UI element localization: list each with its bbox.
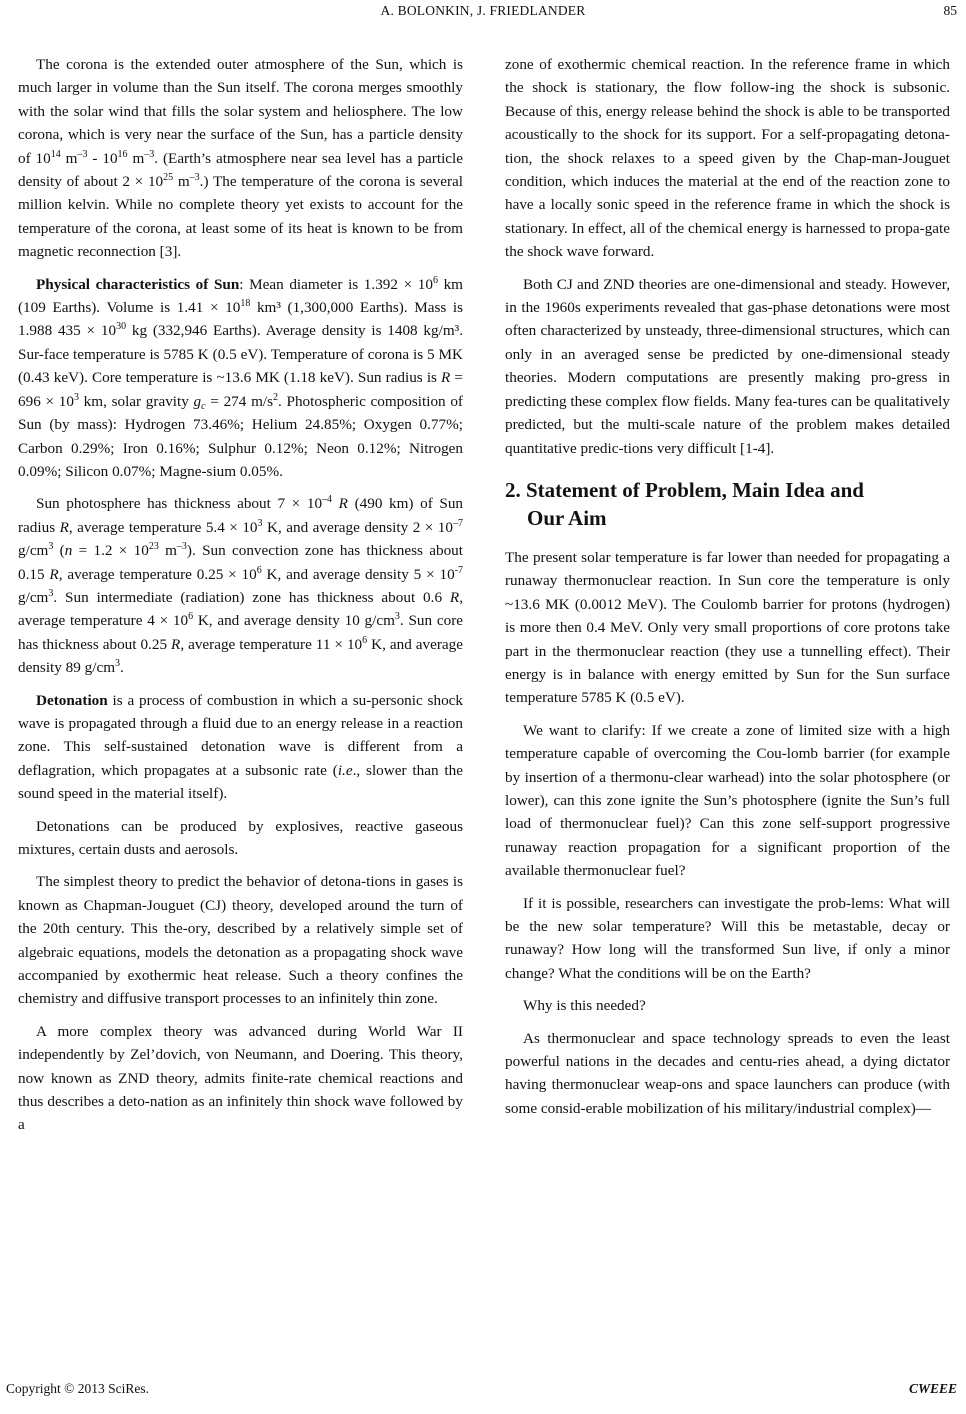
paragraph-cj-theory: The simplest theory to predict the behavior of detona-tions in gases is known as Chapman-Jouguet (CJ) theory, developed around the turn of the 20th century. This the-ory, described by a relatively simple set of algebraic equations, models the detonation as a propagating shock wave accompanied by exothermic heat release. Such a theory confines the chemistry and diffusive transport processes to an infinitely thin zone. [18,873,463,1008]
sup: 30 [116,321,127,333]
text: g/cm [18,588,49,606]
text: kg (332,946 Earths). Average density is 1408 kg/m³. Sur-face temperature is 5785 K (0.5 eV). Temperature of corona is 5 MK (0.43 keV). Core temperature is ~13.6 MK (1.18 keV). Sun radius is [18,322,463,387]
text: = 1.2 × 10 [72,542,149,560]
sub: c [201,400,206,412]
italic: R [449,588,460,606]
paragraph-problems: If it is possible, researchers can investigate the prob-lems: What will be the new solar temperature? Will this be metastable, decay or runaway? How long will the transformed Sun live, if only a minor change? What the conditions will be on the Earth? [505,894,950,982]
sup: -7 [454,564,464,576]
text: K, and average density 2 × 10 [262,518,453,536]
italic: R [171,635,181,653]
text: . Photospheric composition of Sun (by mass): Hydrogen 73.46%; Helium 24.85%; Oxygen 0.77%; Carbon 0.29%; Iron 0.16%; Sulphur 0.12%; Neon 0.12%; Nitrogen 0.09%; Silicon 0.07%; Magne-sium 0.05%. [18,392,463,480]
sup: –3 [144,148,155,160]
sup: 2 [273,391,279,403]
header-authors: A. BOLONKIN, J. FRIEDLANDER [380,3,586,18]
italic: i.e [337,761,353,779]
sup: –4 [322,494,333,506]
sup: 25 [163,172,174,184]
right-column [505,53,950,1129]
sup: 3 [48,541,54,553]
text: ., slower than the sound speed in the material itself). [18,761,463,803]
text [332,495,339,512]
sup: 3 [115,658,121,670]
running-header [0,3,966,23]
text: . Sun intermediate (radiation) zone has thickness about 0.6 [53,588,450,606]
paragraph-clarify: We want to clarify: If we create a zone of limited size with a high temperature capable of overcoming the Cou-lomb barrier (for example by insertion of a thermonu-clear warhead) into the solar photosphere (or lower), can this zone ignite the Sun’s photosphere (ignite the Sun’s full load of thermonuclear fuel)? Can this zone self-support progressive runaway reaction propagation for a significant proportion of the available thermonuclear fuel? [505,721,950,880]
sup: 3 [257,517,263,529]
section-heading-line1: 2. Statement of Problem, Main Idea and [505,477,864,502]
run-in-heading: Physical characteristics of Sun [36,275,240,293]
run-in-heading: Detonation [36,691,108,709]
paragraph-znd-theory: A more complex theory was advanced during World War II independently by Zel’dovich, von Neumann, and Doering. This theory, now known as ZND theory, admits finite-rate chemical reactions and thus describes a deto-nation as an infinitely thin shock wave followed by a [18,1022,463,1134]
text: , average temperature 5.4 × 10 [68,518,258,536]
sup: 6 [432,274,438,286]
copyright: Copyright © 2013 SciRes. [6,1381,150,1396]
sup: 6 [188,611,194,623]
text: m [158,542,177,560]
italic: n [64,542,73,560]
text: is a process of combustion in which a su-personic shock wave is propagated through a fluid due to an energy release in a reaction zone. This self-sustained detonation wave is different from a deflagration, which propagates at a subsonic rate ( [18,691,463,779]
sup: 23 [148,541,159,553]
text: m [173,173,190,191]
text: .) The temperature of the corona is several million kelvin. While no complete theory yet exists to account for the temperature of the corona, at least some of its heat is known to be from magnetic reconnection [3]. [18,173,463,261]
left-column [18,53,463,1146]
sup: 3 [73,391,79,403]
text: = 274 m/s [205,392,274,410]
text: The corona is the extended outer atmosphere of the Sun, which is much larger in volume than the Sun itself. The corona merges smoothly with the solar wind that fills the solar system and heliosphere. The low corona, which is very near the surface of the Sun, has a particle density of 10 [18,56,463,167]
section-heading [505,476,950,532]
paragraph-corona [18,53,463,264]
sup: 14 [50,148,61,160]
text: ( [53,542,65,560]
text: : Mean diameter is 1.392 × 10 [239,275,433,293]
sup: –3 [176,541,187,553]
text: = 696 × 10 [18,369,463,410]
text: g/cm [18,542,49,560]
sup: 6 [362,634,368,646]
paragraph-detonation [18,689,463,806]
sup: 3 [48,587,54,599]
text: . Sun core has thickness about 0.25 [18,612,463,653]
paragraph-physical-characteristics [18,273,463,484]
paragraph-detonation-sources: Detonations can be produced by explosives, reactive gaseous mixtures, certain dusts and aerosols. [18,817,463,858]
text: . (Earth’s atmosphere near sea level has a particle density of about 2 × 10 [18,149,463,191]
text: km (109 Earths). Volume is 1.41 × 10 [18,275,463,317]
text: ). Sun convection zone has thickness about 0.15 [18,542,463,583]
text: km, solar gravity [78,392,194,410]
paragraph-why: Why is this needed? [523,997,646,1015]
text: km³ (1,300,000 Earths). Mass is 1.988 435 × 10 [18,299,463,340]
italic: g [193,392,202,410]
sup: 6 [256,564,262,576]
italic: R [49,565,59,583]
text: , average temperature 0.25 × 10 [58,565,257,583]
text: m [60,149,78,167]
sup: –3 [77,148,88,160]
journal-abbrev: CWEEE [908,1381,957,1396]
text: K, and average density 10 g/cm [193,612,395,630]
italic: R [338,495,348,513]
text: , average temperature 4 × 10 [18,588,463,630]
section-heading-line2: Our Aim [527,505,607,530]
text: (490 km) of Sun radius [18,495,464,536]
sup: 18 [240,298,251,310]
paragraph-technology: As thermonuclear and space technology spreads to even the least powerful nations in the decades and centu-ries ahead, a dying dictator having thermonuclear weap-ons and space launchers can produce (with some consid-erable mobilization of his military/industrial complex)— [505,1029,950,1117]
sup: 3 [394,611,400,623]
sup: 16 [117,148,128,160]
sup: –7 [453,517,463,529]
text: , average temperature 11 × 10 [180,635,363,653]
sup: –3 [189,172,200,184]
paragraph-photosphere [18,492,463,679]
italic: R [59,518,69,536]
text: m [127,149,145,167]
paragraph-solar-temperature: The present solar temperature is far lower than needed for propagating a runaway thermonuclear reaction. In Sun core the temperature is only ~13.6 MK (0.0012 MeV). The Coulomb barrier for protons (hydrogen) is more then 0.4 MeV. Only very small proportions of core protons take part in the thermonuclear reaction (they use a tunnelling effect). Their energy is in balance with energy emitted by Sun for the Sun surface temperature 5785 K (0.5 eV). [505,548,950,707]
text: K, and average density 5 × 10 [261,565,455,583]
text: . [120,659,124,677]
text: K, and average density 89 g/cm [18,635,463,677]
paragraph-cj-znd: Both CJ and ZND theories are one-dimensional and steady. However, in the 1960s experiments revealed that gas-phase detonations were most often characterized by unsteady, three-dimensional structures, which can only in an averaged sense be predicted by one-dimensional steady theories. Modern computations are presently making pro-gress in predicting these complex flow fields. Many fea-tures can be qualitatively predicted, but the multi-scale nature of the problem makes detailed quantitative predic-tions very difficult [1-4]. [505,275,950,457]
text: Sun photosphere has thickness about 7 × 10 [36,495,323,513]
page-number: 85 [943,3,957,18]
paragraph-reaction-zone: zone of exothermic chemical reaction. In the reference frame in which the shock is stationary, the flow follow-ing the shock is subsonic. Because of this, energy release behind the shock is able to be transported acoustically to the shock for its support. For a self-propagating detona-tion, the shock relaxes to a speed given by the Chap-man-Jouguet condition, which induces the material at the end of the reaction zone to have a locally sonic speed in the reference frame in which the shock is stationary. In effect, all of the chemical energy is harnessed to propa-gate the shock wave forward. [505,56,950,261]
text: - 10 [87,149,118,167]
italic: R [441,369,451,387]
